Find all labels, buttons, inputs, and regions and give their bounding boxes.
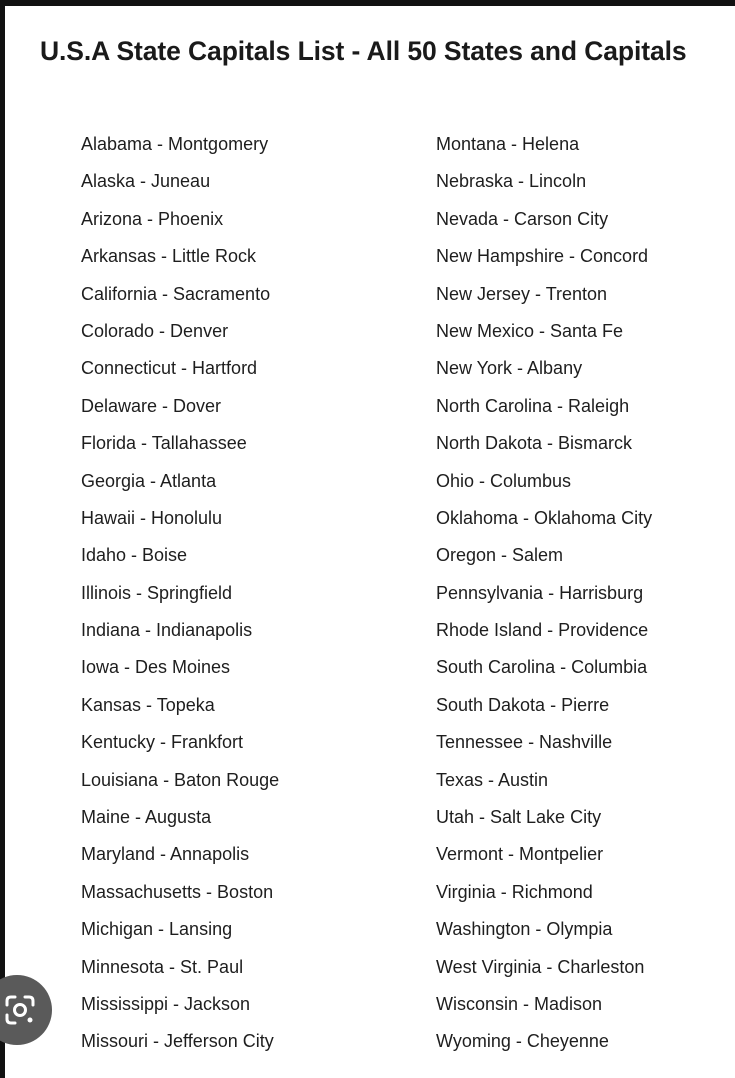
state-capital-entry: Ohio - Columbus xyxy=(436,470,572,491)
state-capital-entry: Kansas - Topeka xyxy=(81,694,215,715)
state-capital-entry: Oklahoma - Oklahoma City xyxy=(436,507,653,528)
state-capital-entry: New Hampshire - Concord xyxy=(436,246,649,267)
state-capital-entry: Louisiana - Baton Rouge xyxy=(81,769,280,790)
state-capital-entry: Hawaii - Honolulu xyxy=(81,507,223,528)
right-column-list xyxy=(436,132,652,1067)
state-capital-entry: Maryland - Annapolis xyxy=(81,844,250,865)
state-capital-entry: Delaware - Dover xyxy=(81,395,222,416)
state-capital-entry: Maine - Augusta xyxy=(81,807,212,828)
state-capital-entry: Kentucky - Frankfort xyxy=(81,732,244,753)
state-capital-entry: Missouri - Jefferson City xyxy=(81,1031,274,1052)
state-capital-entry: Washington - Olympia xyxy=(436,919,613,940)
state-capital-entry: North Carolina - Raleigh xyxy=(436,395,630,416)
document-sheet xyxy=(5,6,735,1078)
state-capital-entry: Oregon - Salem xyxy=(436,545,564,566)
state-capital-entry: Texas - Austin xyxy=(436,769,549,790)
state-capital-entry: Colorado - Denver xyxy=(81,320,229,341)
state-capital-entry: West Virginia - Charleston xyxy=(436,956,645,977)
state-capital-entry: Indiana - Indianapolis xyxy=(81,620,253,641)
state-capital-entry: Michigan - Lansing xyxy=(81,919,233,940)
state-capital-entry: Wyoming - Cheyenne xyxy=(436,1031,609,1052)
state-capital-entry: Illinois - Springfield xyxy=(81,582,233,603)
state-capital-entry: North Dakota - Bismarck xyxy=(436,433,633,454)
state-capital-entry: Florida - Tallahassee xyxy=(81,433,247,454)
state-capital-entry: Iowa - Des Moines xyxy=(81,657,231,678)
state-capital-entry: Tennessee - Nashville xyxy=(436,732,613,753)
state-capital-entry: Idaho - Boise xyxy=(81,545,188,566)
state-capital-entry: Georgia - Atlanta xyxy=(81,470,217,491)
state-capital-entry: Massachusetts - Boston xyxy=(81,881,274,902)
lens-search-icon xyxy=(4,994,36,1026)
left-column-list xyxy=(81,132,279,1067)
state-capital-entry: Nebraska - Lincoln xyxy=(436,171,587,192)
state-capital-entry: Pennsylvania - Harrisburg xyxy=(436,582,644,603)
page-title: U.S.A State Capitals List - All 50 States and Capitals xyxy=(40,36,687,66)
state-capital-entry: Wisconsin - Madison xyxy=(436,993,603,1014)
state-capital-entry: New Jersey - Trenton xyxy=(436,283,608,304)
state-capital-entry: Rhode Island - Providence xyxy=(436,620,649,641)
state-capital-entry: Connecticut - Hartford xyxy=(81,358,258,379)
state-capital-entry: Montana - Helena xyxy=(436,134,580,154)
state-capital-entry: New York - Albany xyxy=(436,358,583,379)
state-capital-entry: Arkansas - Little Rock xyxy=(81,246,257,267)
state-capital-entry: Alabama - Montgomery xyxy=(81,134,269,154)
state-capital-entry: Alaska - Juneau xyxy=(81,171,211,192)
state-capital-entry: Mississippi - Jackson xyxy=(81,993,251,1014)
state-capital-entry: Utah - Salt Lake City xyxy=(436,807,602,828)
state-capital-entry: Virginia - Richmond xyxy=(436,881,593,902)
state-capital-entry: New Mexico - Santa Fe xyxy=(436,320,624,341)
state-capital-entry: Arizona - Phoenix xyxy=(81,208,224,229)
state-capital-entry: Nevada - Carson City xyxy=(436,208,609,229)
state-capital-entry: South Dakota - Pierre xyxy=(436,694,610,715)
state-capital-entry: Minnesota - St. Paul xyxy=(81,956,244,977)
state-capital-entry: Vermont - Montpelier xyxy=(436,844,604,865)
state-capital-entry: California - Sacramento xyxy=(81,283,271,304)
state-capital-entry: South Carolina - Columbia xyxy=(436,657,648,678)
